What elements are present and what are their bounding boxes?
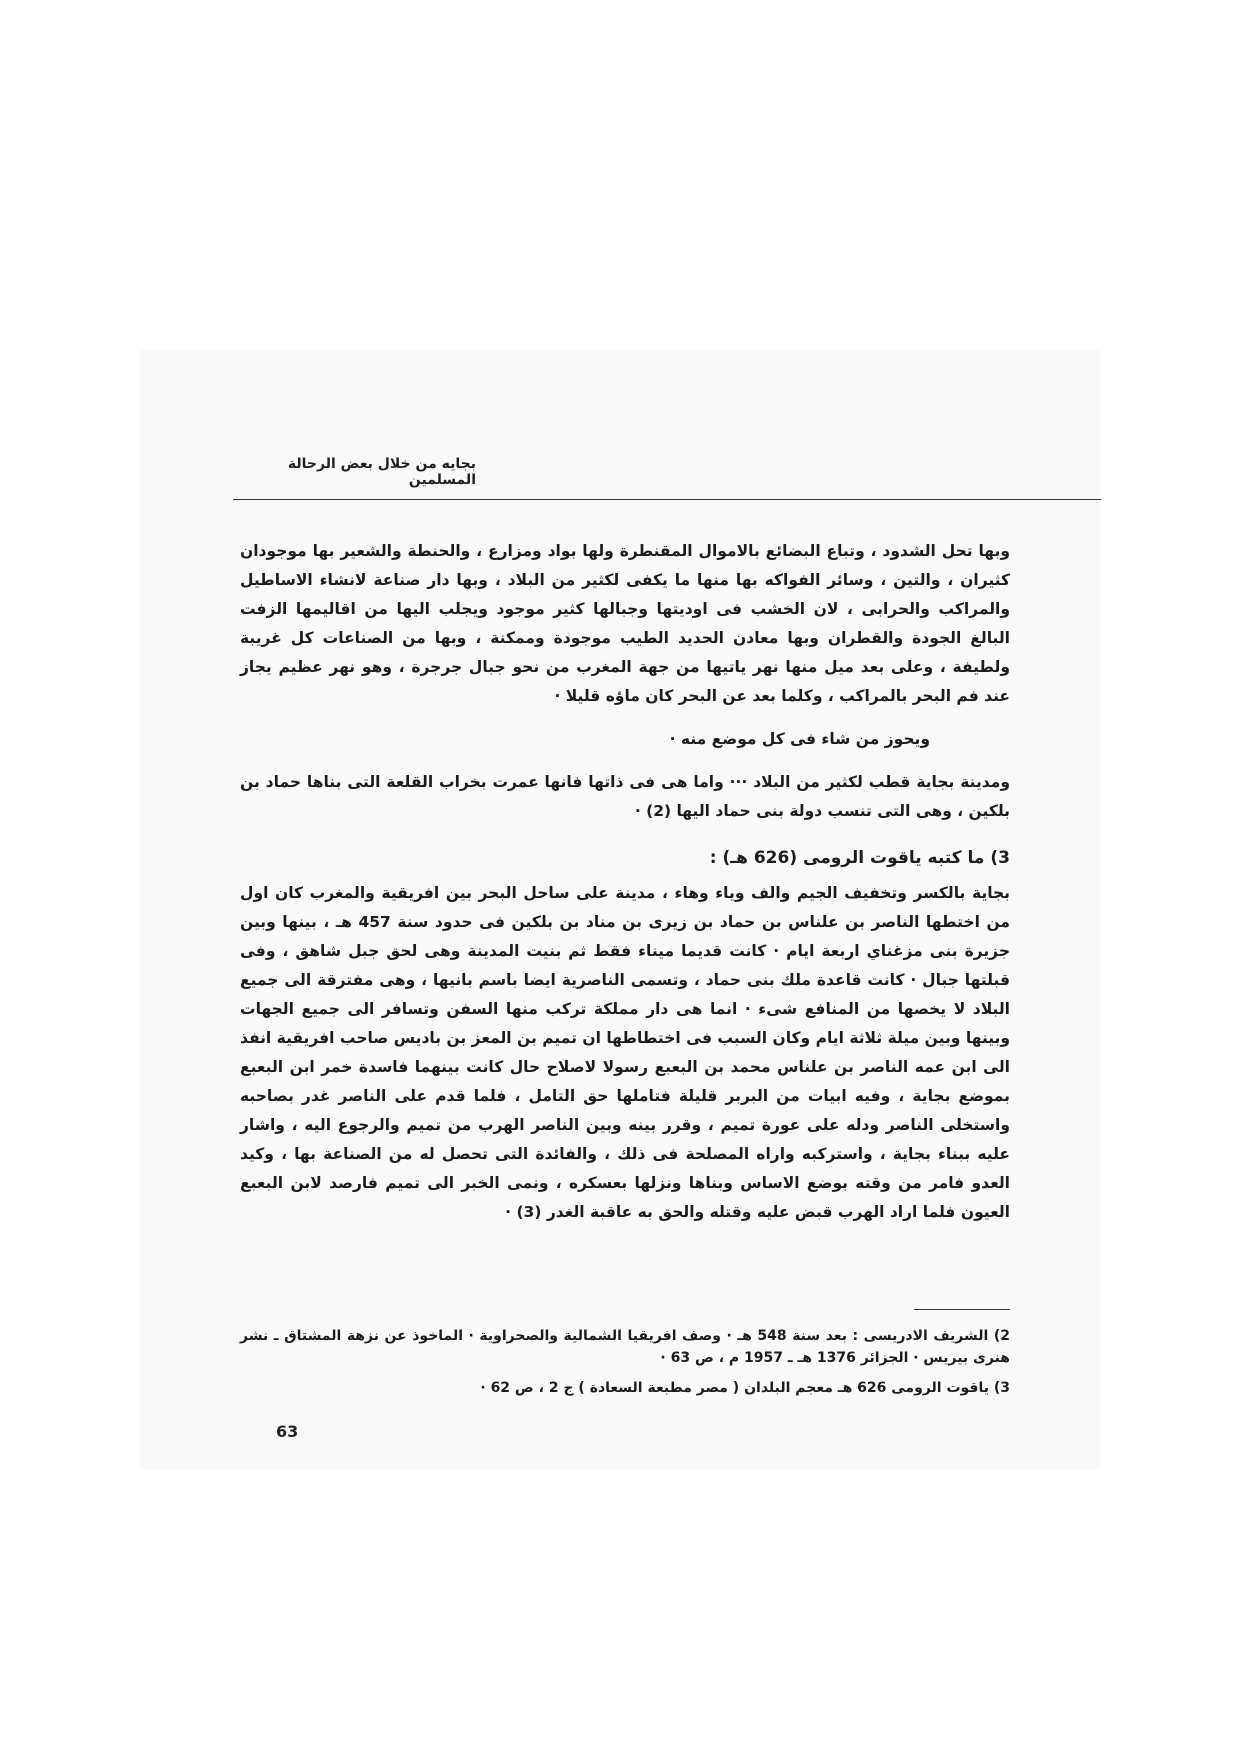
body-text [240,537,1010,1227]
header-rule [233,499,1101,500]
running-header: بجايه من خلال بعض الرحالة المسلمين [287,456,476,488]
footnote-rule [914,1309,1010,1310]
footnotes [240,1325,1010,1399]
paragraph-4: بجاية بالكسر وتخفيف الجيم والف وياء وهاء ، مدينة على ساحل البحر بين افريقية والمغرب كان اول من اختطها الناصر بن علناس بن حماد بن زيرى بن مناد بن بلكين فى حدود سنة 457 هـ ، بينها وبين جزيرة بنى مزغناي اربعة ايام · كانت قديما ميناء فقط ثم بنيت المدينة وهى لحق جبل شاهق ، وفى قبلتها جبال · كانت قاعدة ملك بنى حماد ، وتسمى الناصرية ايضا باسم بانيها ، وهى مفترقة الى جميع البلاد لا يخصها من المنافع شىء · انما هى دار مملكة تركب منها السفن وتسافر الى جميع الجهات وبينها وبين ميلة ثلاثة ايام وكان السبب فى اختطاطها ان تميم بن المعز بن باديس صاحب افريقية انفذ الى ابن عمه الناصر بن علناس محمد بن البعبع رسولا لاصلاح حال كانت بينهما فاسدة خمر ابن البعبع بموضع بجاية ، وفيه ابيات من البربر قليلة فتاملها حق التامل ، فلما قدم على الناصر غدر بصاحبه واستخلى الناصر ودله على عورة تميم ، وقرر بينه وبين الناصر الهرب من تميم والرجوع اليه ، واشار عليه ببناء بجاية ، واستركبه واراه المصلحة فى ذلك ، والفائدة التى تحصل له من الصناعة بها ، وكيد العدو فامر من وقته بوضع الاساس وبناها ونزلها بعسكره ، ونمى الخبر الى تميم فارصد لابن البعبع العيون فلما اراد الهرب قبض عليه وقتله والحق به عاقبة الغدر (3) · [240,884,1011,1221]
paragraph-1: وبها تحل الشدود ، وتباع البضائع بالاموال المقنطرة ولها بواد ومزارع ، والحنطة والشعير بها موجودان كثيران ، والتين ، وسائر الفواكه بها منها ما يكفى لكثير من البلاد ، وبها دار صناعة لانشاء الاساطيل والمراكب والحرابى ، لان الخشب فى اوديتها وجبالها كثير موجود ويجلب اليها من اقاليمها الزفت البالغ الجودة والقطران وبها معادن الحديد الطيب موجودة وممكنة ، وبها من الصناعات كل غريبة ولطيفة ، وعلى بعد ميل منها نهر ياتيها من جهة المغرب من نحو جبال جرجرة ، وهو نهر عظيم يجاز عند فم البحر بالمراكب ، وكلما بعد عن البحر كان ماؤه قليلا · [240,542,1010,705]
paragraph-3: ومدينة بجاية قطب لكثير من البلاد ··· واما هى فى ذاتها فانها عمرت بخراب القلعة التى بناها حماد بن بلكين ، وهى التى تنسب دولة بنى حماد اليها (2) · [240,773,1010,820]
paragraph-2: ويحوز من شاء فى كل موضع منه · [669,730,930,748]
footnote-3: 3) ياقوت الرومى 626 هـ معجم البلدان ( مصر مطبعة السعادة ) ج 2 ، ص 62 · [480,1380,1010,1396]
page-number: 63 [276,1422,299,1441]
section-heading: 3) ما كتبه ياقوت الرومى (626 هـ) : [709,848,1010,868]
footnote-2: 2) الشريف الادريسى : بعد سنة 548 هـ · وصف افريقيا الشمالية والصحراوية · الماخوذ عن نزهة المشتاق ـ نشر هنرى بيريس · الجزائر 1376 هـ ـ 1957 م ، ص 63 · [240,1328,1010,1366]
